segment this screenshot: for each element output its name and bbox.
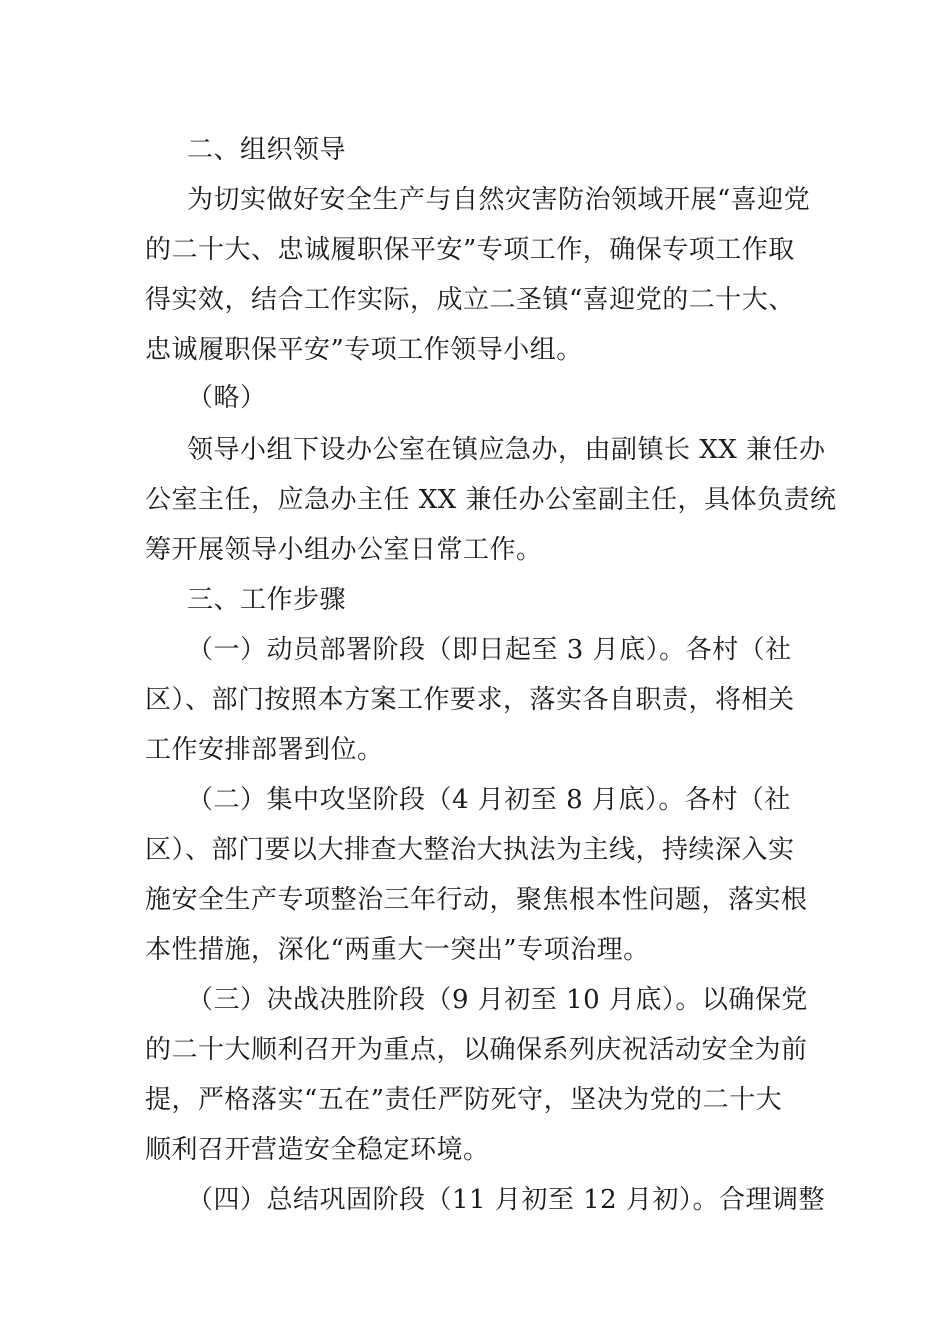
paragraph-line: （二）集中攻坚阶段（4 月初至 8 月底）。各村（社 [187,785,791,815]
paragraph-line: （三）决战决胜阶段（9 月初至 10 月底）。以确保党 [187,985,808,1015]
omitted-note: （略） [187,383,267,413]
paragraph-line: 区）、部门按照本方案工作要求，落实各自职责，将相关 [145,685,795,715]
paragraph-line: 提，严格落实“五在”责任严防死守，坚决为党的二十大 [145,1085,783,1115]
section-heading-steps: 三、工作步骤 [187,585,347,615]
paragraph-line: （一）动员部署阶段（即日起至 3 月底）。各村（社 [187,635,792,665]
paragraph-line: 为切实做好安全生产与自然灾害防治领域开展“喜迎党 [187,185,811,215]
paragraph-line: 领导小组下设办公室在镇应急办，由副镇长 XX 兼任办 [187,435,826,465]
paragraph-line: 区）、部门要以大排查大整治大执法为主线，持续深入实 [145,835,795,865]
paragraph-line: 公室主任，应急办主任 XX 兼任办公室副主任，具体负责统 [145,485,837,515]
paragraph-line: 的二十大顺利召开为重点，以确保系列庆祝活动安全为前 [145,1035,808,1065]
paragraph-line: 本性措施，深化“两重大一突出”专项治理。 [145,935,650,965]
section-heading-organization: 二、组织领导 [187,135,347,165]
paragraph-line: 的二十大、忠诚履职保平安”专项工作，确保专项工作取 [145,235,795,265]
paragraph-line: 施安全生产专项整治三年行动，聚焦根本性问题，落实根 [145,885,808,915]
paragraph-line: 筹开展领导小组办公室日常工作。 [145,535,543,565]
paragraph-line: 忠诚履职保平安”专项工作领导小组。 [145,335,583,365]
paragraph-line: 工作安排部署到位。 [145,735,384,765]
paragraph-line: 得实效，结合工作实际，成立二圣镇“喜迎党的二十大、 [145,285,795,315]
paragraph-line: 顺利召开营造安全稳定环境。 [145,1135,490,1165]
paragraph-line: （四）总结巩固阶段（11 月初至 12 月初）。合理调整 [187,1185,825,1215]
